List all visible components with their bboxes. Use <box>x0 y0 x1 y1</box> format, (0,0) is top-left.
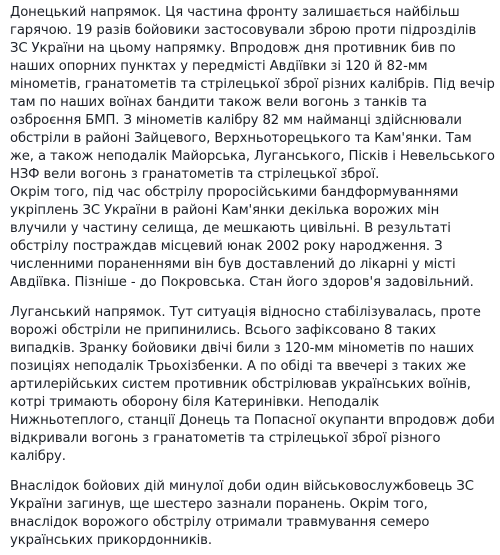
paragraph-casualties: Внаслідок бойових дій минулої доби один військовослужбовець ЗС України загинув, ще шестеро зазнали поранень. Окрім того, внаслідок ворожого обстрілу отримали травмування семеро українських прикордонників. <box>10 479 474 548</box>
paragraph-luhansk-direction: Луганський напрямок. Тут ситуація відносно стабілізувалась, проте ворожі обстріли не припинились. Всього зафіксовано 8 таких випадків. Зранку бойовики двічі били з 120-мм мінометів по наших позиціях неподалік Трьохізбенки. А по обіді та ввечері з таких же артилерійських систем противник обстрілював українських воїнів, котрі тримають оборону біля Катеринівки. Неподалік Нижньотеплого, станції Донець та Попасної окупанти впродовж доби відкривали вогонь з гранатометів та стрілецької зброї різного калібру. <box>10 305 495 464</box>
paragraph-donetsk-direction: Донецький напрямок. Ця частина фронту залишається найбільш гарячою. 19 разів бойовики застосовували зброю проти підрозділів ЗС України на цьому напрямку. Впродовж дня противник бив по наших опорних пунктах у передмісті Авдіївки зі 120 й 82-мм мінометів, гранатометів та стрілецької зброї різних калібрів. Під вечір там по наших воїнах бандити також вели вогонь з танків та озброєння БМП. З мінометів калібру 82 мм найманці здійснювали обстріли в районі Зайцевого, Верхньоторецького та Кам'янки. Там же, а також неподалік Майорська, Луганського, Пісків і Невельського НЗФ вели вогонь з гранатометів та стрілецької зброї. <box>10 5 495 182</box>
post-text <box>10 4 496 550</box>
paragraph-kamianka-shelling: Окрім того, під час обстрілу проросійськими бандформуваннями укріплень ЗС України в районі Кам'янки декілька ворожих мін влучили у частину селища, де мешкають цивільні. В результаті обстрілу постраждав місцевий юнак 2002 року народження. З численними пораненнями він був доставлений до лікарні у місті Авдіївка. Пізніше - до Покровська. Стан його здоров'я задовільний. <box>10 185 474 290</box>
